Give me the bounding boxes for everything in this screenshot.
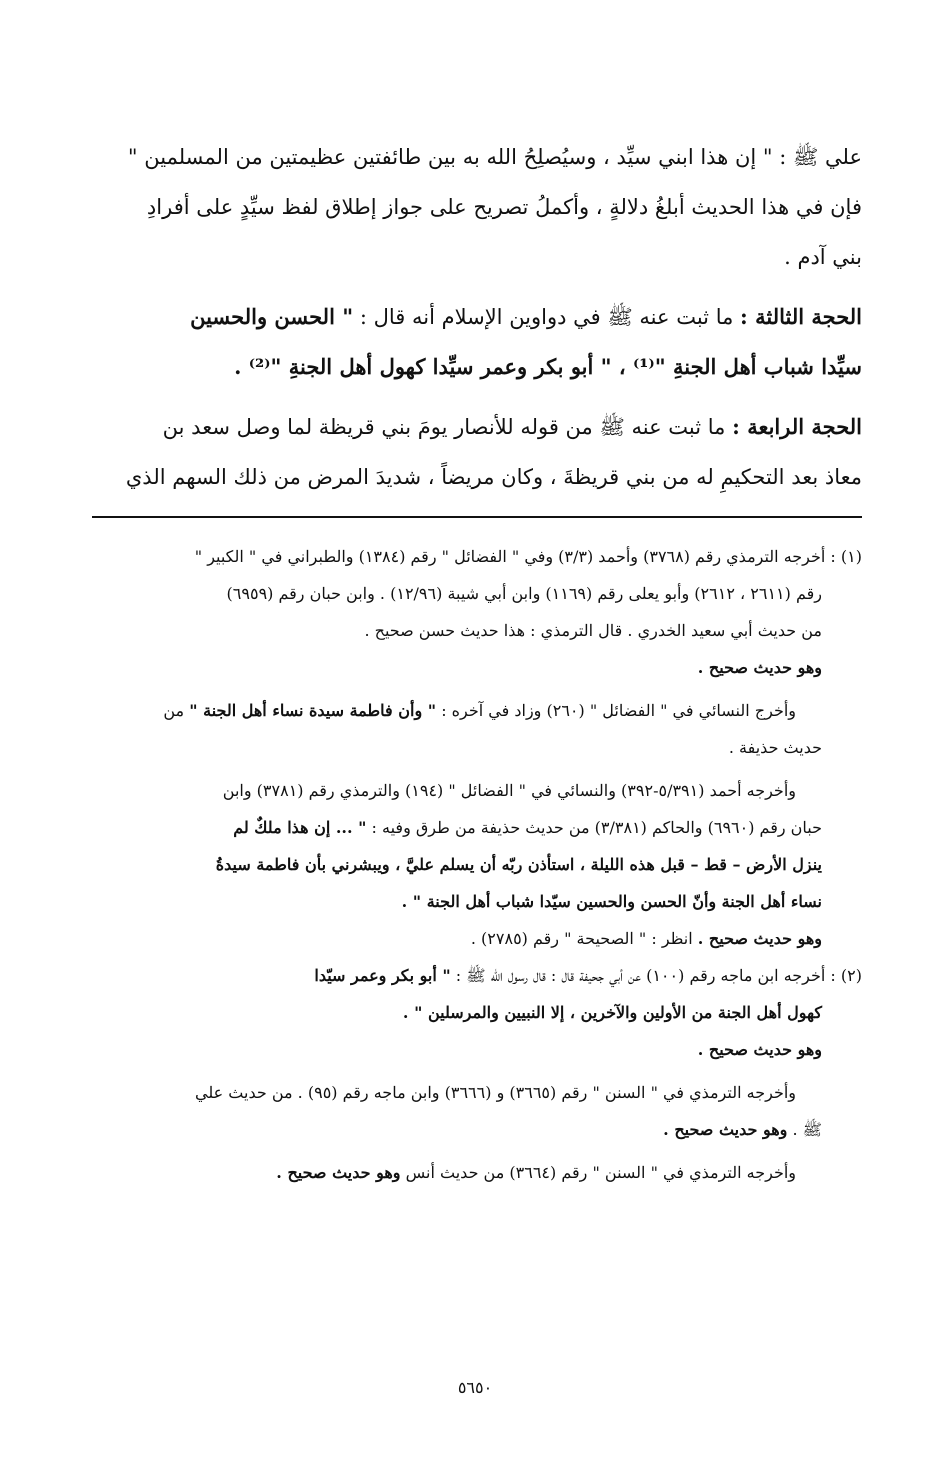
- footnote-line: حبان رقم (٦٩٦٠) والحاكم (٣/٣٨١) من حديث حذيفة من طرق وفيه : " ... إن هذا ملكٌ لم: [233, 818, 822, 837]
- footnote-line: وهو حديث صحيح .: [697, 1040, 822, 1059]
- third-argument-heading: الحجة الثالثة :: [740, 304, 862, 329]
- footnotes: [92, 538, 862, 1191]
- third-argument-line-1: الحجة الثالثة : ما ثبت عنه ﷺ في دواوين الإسلام أنه قال : " الحسن والحسين: [190, 304, 862, 329]
- main-text: [92, 132, 862, 502]
- footnote-line: وأخرجه أحمد (٥/٣٩١-٣٩٢) والنسائي في " الفضائل " (١٩٤) والترمذي رقم (٣٧٨١) وابن: [222, 781, 796, 800]
- footnote-divider: [92, 516, 862, 518]
- third-argument-line-2: سيِّدا شباب أهل الجنةِ "⁽¹⁾ ، " أبو بكر وعمر سيِّدا كهول أهل الجنةِ "⁽²⁾ .: [234, 354, 862, 379]
- main-line-1: علي ﷺ : " إن هذا ابني سيِّد ، وسيُصلِحُ الله به بين طائفتين عظيمتين من المسلمين ": [127, 145, 862, 169]
- fourth-argument-heading: الحجة الرابعة :: [732, 414, 862, 439]
- main-line-3: بني آدم .: [784, 245, 862, 269]
- footnote-line: حديث حذيفة .: [728, 738, 822, 757]
- main-line-2: فإن في هذا الحديث أبلغُ دلالةٍ ، وأكملُ تصريح على جواز إطلاق لفظ سيِّدٍ على أفرادِ: [146, 195, 862, 219]
- footnote-line: وهو حديث صحيح . انظر : " الصحيحة " رقم (٢٧٨٥) .: [470, 929, 822, 948]
- footnote-line: رقم (٢٦١١ ، ٢٦١٢) وأبو يعلى رقم (١١٦٩) وابن أبي شيبة (١٢/٩٦) . وابن حبان رقم (٦٩٥٩): [226, 584, 822, 603]
- footnote-line: ينزل الأرض – قط – قبل هذه الليلة ، استأذن ربّه أن يسلم عليَّ ، ويبشرني بأن فاطمة سيدةُ: [215, 855, 822, 874]
- footnote-line: من حديث أبي سعيد الخدري . قال الترمذي : هذا حديث حسن صحيح .: [364, 621, 822, 640]
- footnote-line: كهول أهل الجنة من الأولين والآخرين ، إلا النبيين والمرسلين " .: [402, 1003, 822, 1022]
- footnote-line: نساء أهل الجنة وأنّ الحسن والحسين سيّدا شباب أهل الجنة " .: [401, 892, 822, 911]
- footnote-line: (١) : أخرجه الترمذي رقم (٣٧٦٨) وأحمد (٣/٣) وفي " الفضائل " رقم (١٣٨٤) والطبراني في " الكبير ": [194, 547, 862, 566]
- footnote-line: وأخرجه الترمذي في " السنن " رقم (٣٦٦٤) من حديث أنس وهو حديث صحيح .: [276, 1163, 796, 1182]
- footnote-line: وأخرج النسائي في " الفضائل " (٢٦٠) وزاد في آخره : " وأن فاطمة سيدة نساء أهل الجنة " من: [163, 701, 796, 720]
- footnote-line: ﷺ . وهو حديث صحيح .: [663, 1120, 822, 1139]
- footnote-line: وهو حديث صحيح .: [697, 658, 822, 677]
- footnote-line: (٢) : أخرجه ابن ماجه رقم (١٠٠) عن أبي جحيفة قال : قال رسول الله ﷺ : " أبو بكر وعمر سيّدا: [314, 966, 862, 985]
- fourth-argument-line-1: الحجة الرابعة : ما ثبت عنه ﷺ من قوله للأنصار يومَ بني قريظة لما وصل سعد بن: [162, 414, 862, 439]
- fourth-argument-line-2: معاذ بعد التحكيمِ له من بني قريظةَ ، وكان مريضاً ، شديدَ المرض من ذلك السهم الذي: [125, 465, 862, 489]
- page-number: ٥٦٥٠: [457, 1378, 493, 1397]
- footnote-line: وأخرجه الترمذي في " السنن " رقم (٣٦٦٥) و (٣٦٦٦) وابن ماجه رقم (٩٥) . من حديث علي: [195, 1083, 796, 1102]
